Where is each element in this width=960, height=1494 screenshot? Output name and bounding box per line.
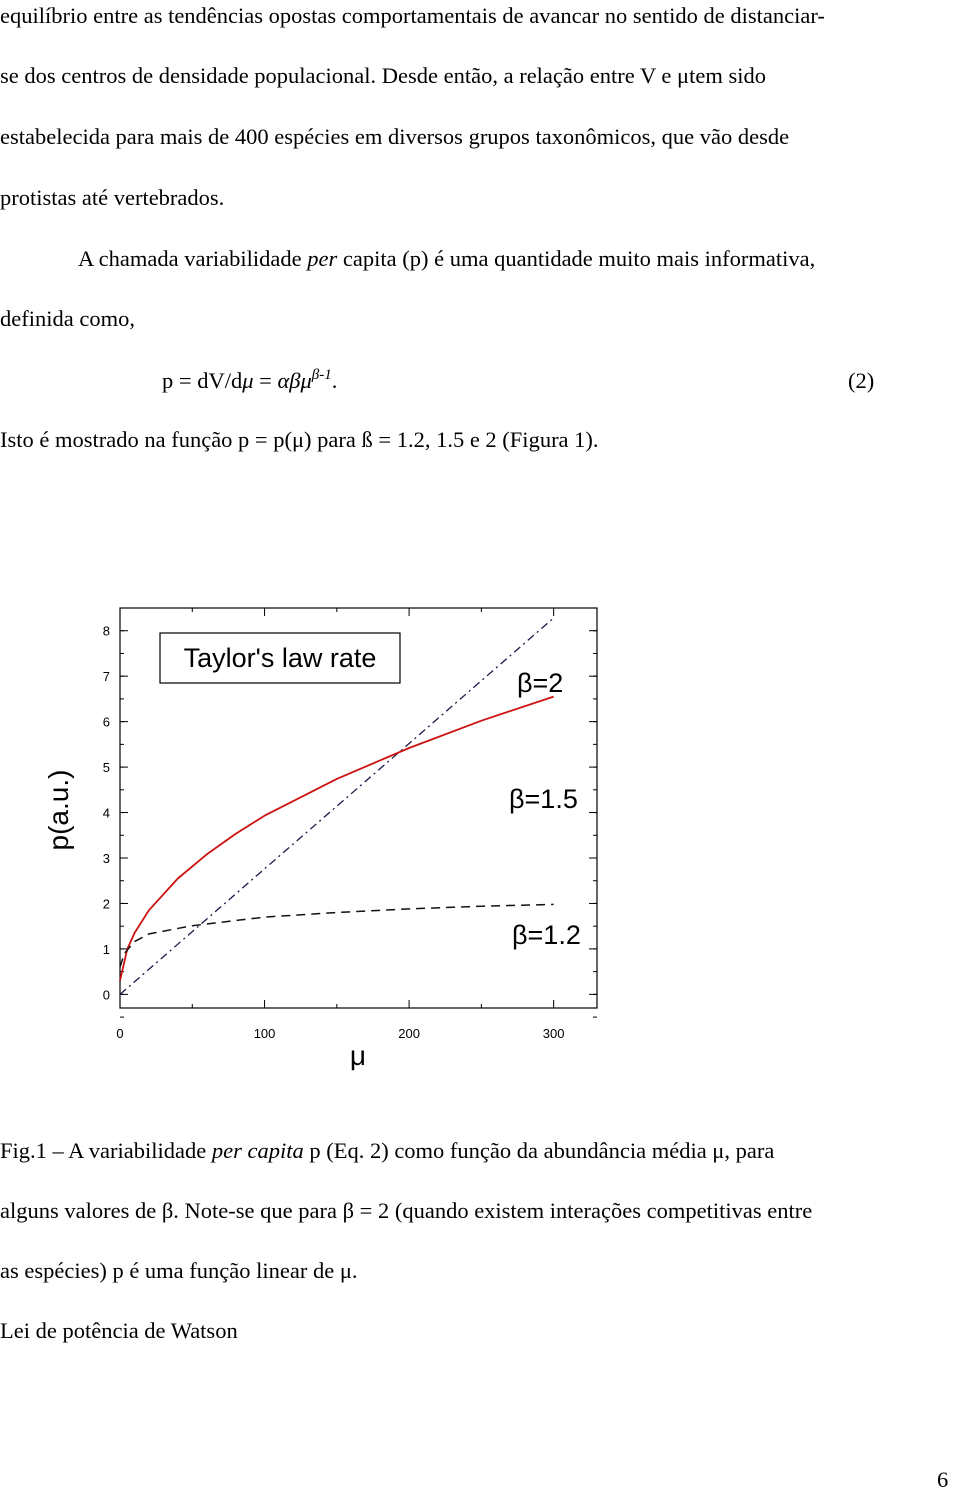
equation-number: (2) [848,368,875,393]
y-axis-label: p(a.u.) [43,769,74,851]
y-tick-label: 4 [102,805,110,821]
y-tick-label: 8 [102,623,110,639]
figure-caption-line-2: alguns valores de β. Note-se que para β = 2 (quando existem interações competitivas entre [0,1198,813,1223]
y-tick-label: 6 [102,714,110,730]
paragraph-2-line-1: A chamada variabilidade per capita (p) é uma quantidade muito mais informativa, [78,246,816,271]
paragraph-1-line-4: protistas até vertebrados. [0,185,225,210]
y-tick-label: 0 [102,987,110,1003]
section-heading: Lei de potência de Watson [0,1318,238,1343]
figure-caption-line-1: Fig.1 – A variabilidade per capita p (Eq. 2) como função da abundância média μ, para [0,1138,775,1163]
paragraph-2-line-2: definida como, [0,306,135,331]
x-tick-label: 300 [542,1026,565,1041]
taylor-law-figure [20,545,690,1105]
x-axis-label: μ [349,1040,367,1071]
series-label-0: β=2 [517,668,564,698]
page-number: 6 [937,1467,949,1492]
y-tick-label: 2 [102,896,110,912]
x-tick-label: 100 [253,1026,276,1041]
paragraph-1-line-1: equilíbrio entre as tendências opostas comportamentais de avancar no sentido de distanciar- [0,3,825,28]
paragraph-3: Isto é mostrado na função p = p(μ) para ß = 1.2, 1.5 e 2 (Figura 1). [0,427,599,452]
paragraph-1-line-3: estabelecida para mais de 400 espécies em diversos grupos taxonômicos, que vão desde [0,124,790,149]
chart-title: Taylor's law rate [183,643,377,673]
x-tick-label: 0 [116,1026,124,1041]
y-tick-label: 5 [102,760,110,776]
y-tick-label: 3 [102,851,110,866]
series-label-2: β=1.2 [512,920,581,950]
y-tick-label: 7 [102,669,110,685]
figure-caption-line-3: as espécies) p é uma função linear de μ. [0,1258,358,1283]
y-tick-label: 1 [102,941,110,957]
equation-2: p = dV/dμ = αβμ$^{\beta-1}$. [162,367,338,393]
series-label-1: β=1.5 [509,784,578,814]
paragraph-1-line-2: se dos centros de densidade populacional. Desde então, a relação entre V e μtem sido [0,63,766,88]
x-tick-label: 200 [398,1026,420,1041]
